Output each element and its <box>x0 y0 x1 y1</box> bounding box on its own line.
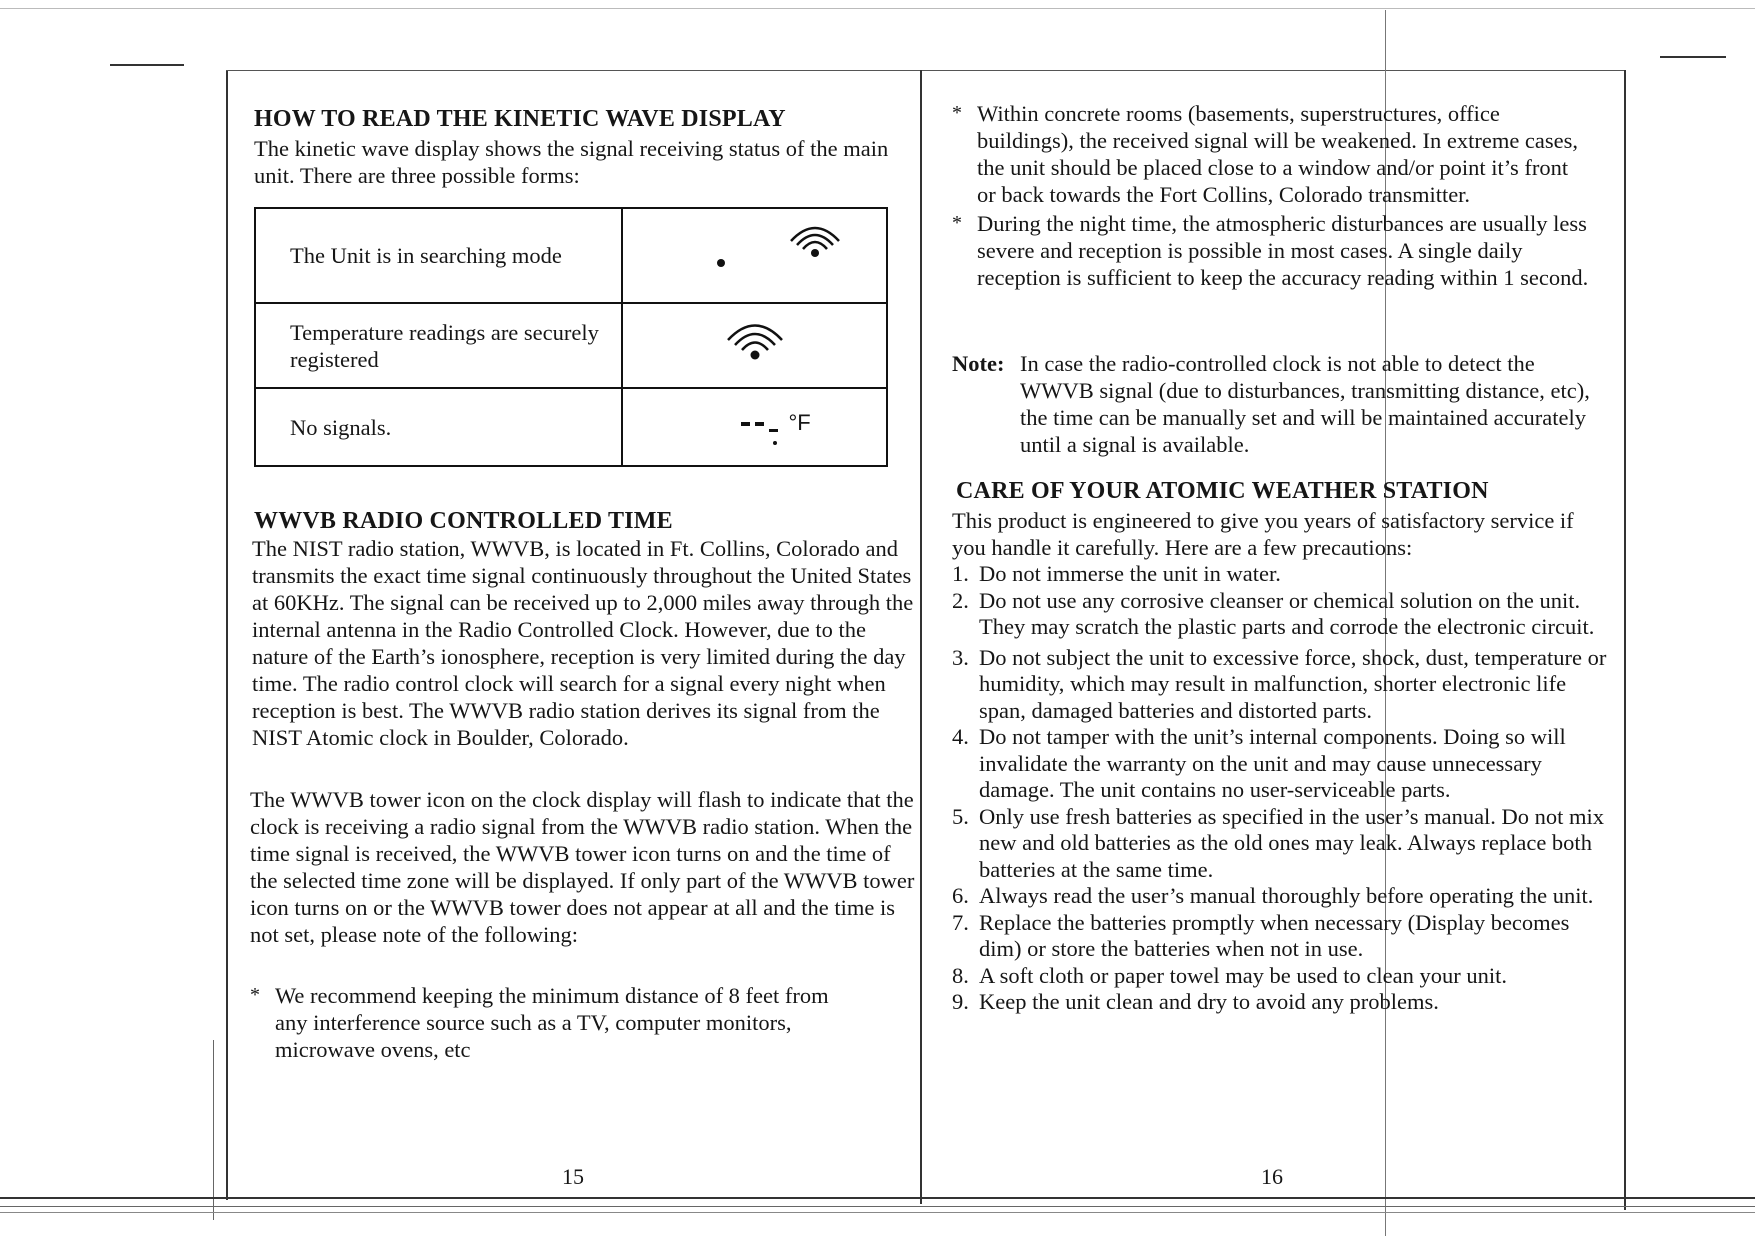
list-item <box>952 989 1612 1016</box>
care-intro: This product is engineered to give you years of satisfactory service if you handle it carefully. Here are a few precautions: <box>952 508 1574 560</box>
signal-registered-icon <box>715 315 795 377</box>
list-number: 3. <box>952 644 969 670</box>
page-number: 16 <box>1261 1164 1283 1189</box>
page-15 <box>226 0 920 1210</box>
note-block <box>952 350 1592 458</box>
list-number: 1. <box>952 561 969 586</box>
list-number: 2. <box>952 587 969 613</box>
note-text: In case the radio-controlled clock is not able to detect the WWVB signal (due to disturbances, transmitting distance, etc), the time can be manually set and will be maintained accurately until a signal is available. <box>1020 351 1590 457</box>
reception-bullet-list <box>952 100 1592 291</box>
list-item: * Within concrete rooms (basements, superstructures, office buildings), the received signal will be weakened. In extreme cases, the unit should be placed close to a window and/or point it’s front or back towards the Fort Collins, Colorado transmitter. <box>952 100 1592 208</box>
outer-left-line <box>213 1040 214 1220</box>
table-label: Temperature readings are securely registered <box>255 303 622 388</box>
bottom-line-3 <box>0 1212 1755 1213</box>
list-text: Do not immerse the unit in water. <box>979 561 1281 586</box>
list-number: 4. <box>952 724 969 749</box>
fahrenheit-unit: °F <box>788 410 811 435</box>
table-icon-cell <box>622 303 887 388</box>
heading-wwvb: WWVB RADIO CONTROLLED TIME <box>254 508 673 534</box>
list-text: Keep the unit clean and dry to avoid any problems. <box>979 989 1439 1014</box>
scan-right-mark <box>1660 56 1726 58</box>
frame-right-border <box>1624 70 1626 1210</box>
kinetic-wave-table <box>254 207 888 467</box>
list-item: * We recommend keeping the minimum distance of 8 feet from any interference source such as a TV, computer monitors, microwave ovens, etc <box>250 982 860 1063</box>
list-text: Do not tamper with the unit’s internal components. Doing so will invalidate the warranty on the unit and may cause unnecessary damage. The unit contains no user-serviceable parts. <box>979 724 1566 802</box>
table-icon-cell <box>622 208 887 303</box>
list-item <box>952 724 1612 804</box>
list-text: Do not subject the unit to excessive force, shock, dust, temperature or humidity, which may result in malfunction, shorter electronic life span, damaged batteries and distorted parts. <box>979 644 1607 723</box>
list-item <box>952 645 1612 725</box>
list-item <box>952 804 1612 884</box>
table-row <box>255 303 887 388</box>
scan-left-mark <box>110 64 184 66</box>
list-number: 5. <box>952 803 969 829</box>
list-item <box>952 588 1612 641</box>
list-number: 8. <box>952 962 969 988</box>
page-number: 15 <box>562 1164 584 1189</box>
page-16 <box>922 0 1622 1210</box>
heading-kinetic-wave: HOW TO READ THE KINETIC WAVE DISPLAY <box>254 106 786 132</box>
table-row <box>255 388 887 466</box>
list-text: A soft cloth or paper towel may be used to clean your unit. <box>979 962 1507 988</box>
list-item: * During the night time, the atmospheric disturbances are usually less severe and reception is possible in most cases. A single daily reception is sufficient to keep the accuracy reading within 1 second. <box>952 210 1592 291</box>
list-number: 7. <box>952 909 969 935</box>
precautions-list <box>952 561 1612 1016</box>
list-text: Always read the user’s manual thoroughly before operating the unit. <box>979 883 1594 908</box>
list-item <box>952 561 1612 588</box>
list-number: 6. <box>952 883 969 908</box>
list-number: 9. <box>952 989 969 1014</box>
wwvb-bullet-list <box>250 982 860 1063</box>
wwvb-paragraph-1: The NIST radio station, WWVB, is located in Ft. Collins, Colorado and transmits the exact time signal continuously throughout the United States at 60KHz. The signal can be received up to 2,000 miles away through the internal antenna in the Radio Controlled Clock. However, due to the nature of the Earth’s ionosphere, reception is very limited during the day time. The radio control clock will search for a signal every night when reception is best. The WWVB radio station derives its signal from the NIST Atomic clock in Boulder, Colorado. <box>252 536 914 750</box>
kinetic-intro: The kinetic wave display shows the signal receiving status of the main unit. There are three possible forms: <box>254 136 889 188</box>
list-item <box>952 963 1612 990</box>
list-text: Replace the batteries promptly when necessary (Display becomes dim) or store the batteries when not in use. <box>979 909 1570 961</box>
no-signal-icon <box>655 407 855 447</box>
wwvb-paragraph-2: The WWVB tower icon on the clock display will flash to indicate that the clock is receiving a radio signal from the WWVB radio station. When the time signal is received, the WWVB tower icon turns on and the time of the selected time zone will be displayed. If only part of the WWVB tower icon turns on or the WWVB tower does not appear at all and the time is not set, please note of the following: <box>250 787 915 947</box>
searching-signal-icon <box>655 223 855 289</box>
note-label: Note: <box>952 351 1005 376</box>
list-item <box>952 883 1612 910</box>
table-row <box>255 208 887 303</box>
table-label: No signals. <box>255 388 622 466</box>
list-text: Do not use any corrosive cleanser or chemical solution on the unit. They may scratch the plastic parts and corrode the electronic circuit. <box>979 587 1595 639</box>
list-item <box>952 910 1612 963</box>
list-text: Only use fresh batteries as specified in the user’s manual. Do not mix new and old batteries as the old ones may leak. Always replace both batteries at the same time. <box>979 803 1605 882</box>
table-label: The Unit is in searching mode <box>255 208 622 303</box>
table-icon-cell <box>622 388 887 466</box>
heading-care: CARE OF YOUR ATOMIC WEATHER STATION <box>956 478 1489 504</box>
